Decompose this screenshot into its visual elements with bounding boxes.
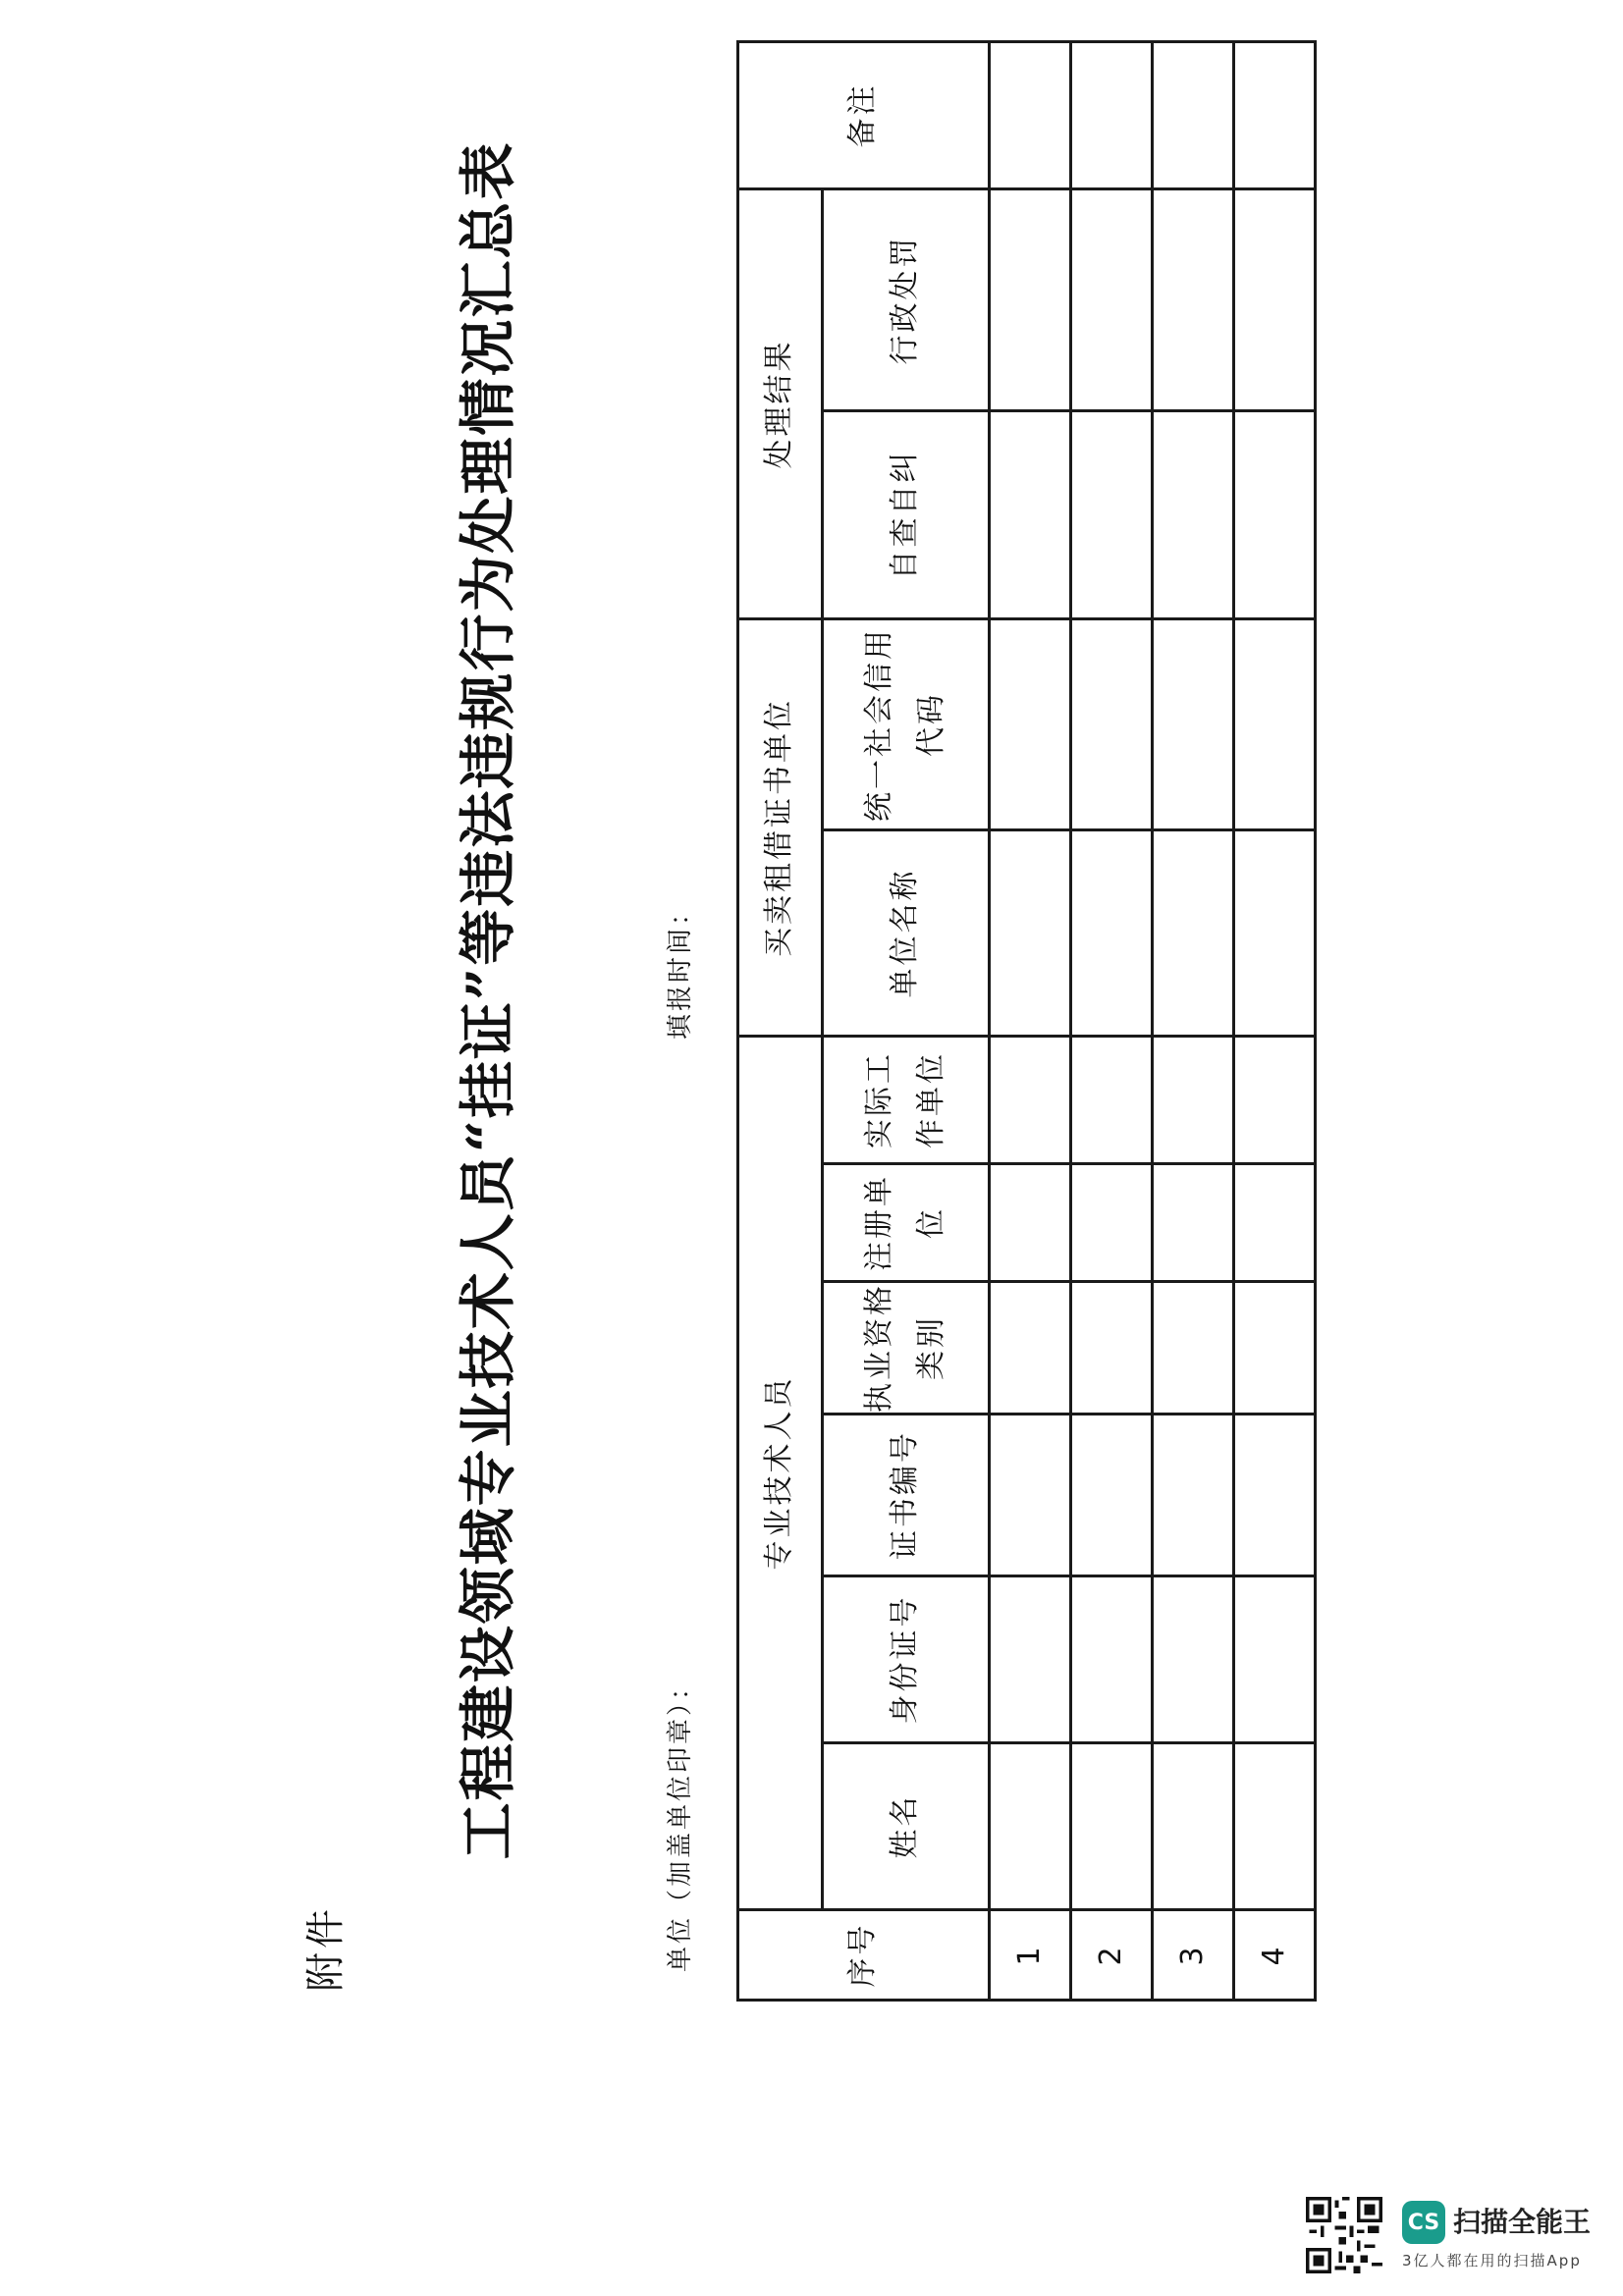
cell-certificate-number[interactable] [1234, 1415, 1316, 1576]
scanner-watermark [1306, 2197, 1600, 2275]
cell-certificate-number[interactable] [990, 1415, 1071, 1576]
cell-remarks[interactable] [1071, 42, 1153, 189]
table-header-row-group [738, 42, 823, 2001]
header-unit-name: 单位名称 [823, 830, 990, 1037]
header-seq: 序号 [738, 1910, 990, 2001]
cell-certificate-number[interactable] [1153, 1415, 1234, 1576]
header-qualification-type: 执业资格类别 [823, 1282, 990, 1415]
cell-unit-name[interactable] [990, 830, 1071, 1037]
cell-name[interactable] [990, 1743, 1071, 1910]
cell-actual-work-unit[interactable] [1234, 1037, 1316, 1164]
cell-actual-work-unit[interactable] [1071, 1037, 1153, 1164]
header-professionals: 专业技术人员 [738, 1037, 823, 1910]
cell-id-number[interactable] [1153, 1576, 1234, 1743]
cell-qualification-type[interactable] [1071, 1282, 1153, 1415]
cell-registered-unit[interactable] [1071, 1164, 1153, 1282]
cell-remarks[interactable] [1153, 42, 1234, 189]
cell-unit-name[interactable] [1071, 830, 1153, 1037]
table-header-row-sub [823, 42, 990, 2001]
row-seq: 4 [1234, 1910, 1316, 2001]
row-seq: 3 [1153, 1910, 1234, 2001]
header-remarks: 备注 [738, 42, 990, 189]
cell-credit-code[interactable] [1153, 619, 1234, 830]
cell-id-number[interactable] [990, 1576, 1071, 1743]
header-registered-unit: 注册单位 [823, 1164, 990, 1282]
cell-name[interactable] [1153, 1743, 1234, 1910]
cell-admin-penalty[interactable] [1234, 189, 1316, 411]
header-id-number: 身份证号 [823, 1576, 990, 1743]
document-title: 工程建设领域专业技术人员“挂证”等违法违规行为处理情况汇总表 [455, 140, 521, 1860]
cell-name[interactable] [1234, 1743, 1316, 1910]
camscanner-logo-icon: CS [1402, 2201, 1445, 2244]
qr-code-icon [1306, 2197, 1382, 2273]
cell-unit-name[interactable] [1234, 830, 1316, 1037]
cell-registered-unit[interactable] [990, 1164, 1071, 1282]
header-name: 姓名 [823, 1743, 990, 1910]
report-date-label: 填报时间： [666, 896, 695, 1040]
app-slogan: 3亿人都在用的扫描App [1402, 2252, 1582, 2269]
row-seq: 1 [990, 1910, 1071, 2001]
cell-self-correction[interactable] [1071, 411, 1153, 619]
cell-registered-unit[interactable] [1234, 1164, 1316, 1282]
cell-admin-penalty[interactable] [1071, 189, 1153, 411]
cell-self-correction[interactable] [1234, 411, 1316, 619]
cell-self-correction[interactable] [990, 411, 1071, 619]
cell-id-number[interactable] [1234, 1576, 1316, 1743]
cell-remarks[interactable] [990, 42, 1071, 189]
attachment-label: 附件 [303, 1905, 349, 1992]
header-handling-result: 处理结果 [738, 189, 823, 619]
cell-name[interactable] [1071, 1743, 1153, 1910]
cell-qualification-type[interactable] [1153, 1282, 1234, 1415]
table-row [1153, 42, 1234, 2001]
header-actual-work-unit: 实际工作单位 [823, 1037, 990, 1164]
cell-credit-code[interactable] [990, 619, 1071, 830]
cell-actual-work-unit[interactable] [990, 1037, 1071, 1164]
table-row [1234, 42, 1316, 2001]
cell-self-correction[interactable] [1153, 411, 1234, 619]
header-admin-penalty: 行政处罚 [823, 189, 990, 411]
row-seq: 2 [1071, 1910, 1153, 2001]
unit-stamp-label: 单位（加盖单位印章）： [666, 1671, 695, 1972]
cell-admin-penalty[interactable] [1153, 189, 1234, 411]
cell-credit-code[interactable] [1071, 619, 1153, 830]
cell-registered-unit[interactable] [1153, 1164, 1234, 1282]
table-row [1071, 42, 1153, 2001]
cell-actual-work-unit[interactable] [1153, 1037, 1234, 1164]
app-name: 扫描全能王 [1453, 2206, 1592, 2238]
cell-certificate-number[interactable] [1071, 1415, 1153, 1576]
header-certificate-units: 买卖租借证书单位 [738, 619, 823, 1037]
summary-table [736, 40, 1317, 2002]
cell-admin-penalty[interactable] [990, 189, 1071, 411]
cell-credit-code[interactable] [1234, 619, 1316, 830]
cell-remarks[interactable] [1234, 42, 1316, 189]
cell-qualification-type[interactable] [990, 1282, 1071, 1415]
cell-qualification-type[interactable] [1234, 1282, 1316, 1415]
table-row [990, 42, 1071, 2001]
header-certificate-number: 证书编号 [823, 1415, 990, 1576]
header-self-correction: 自查自纠 [823, 411, 990, 619]
cell-unit-name[interactable] [1153, 830, 1234, 1037]
cell-id-number[interactable] [1071, 1576, 1153, 1743]
header-credit-code: 统一社会信用代码 [823, 619, 990, 830]
